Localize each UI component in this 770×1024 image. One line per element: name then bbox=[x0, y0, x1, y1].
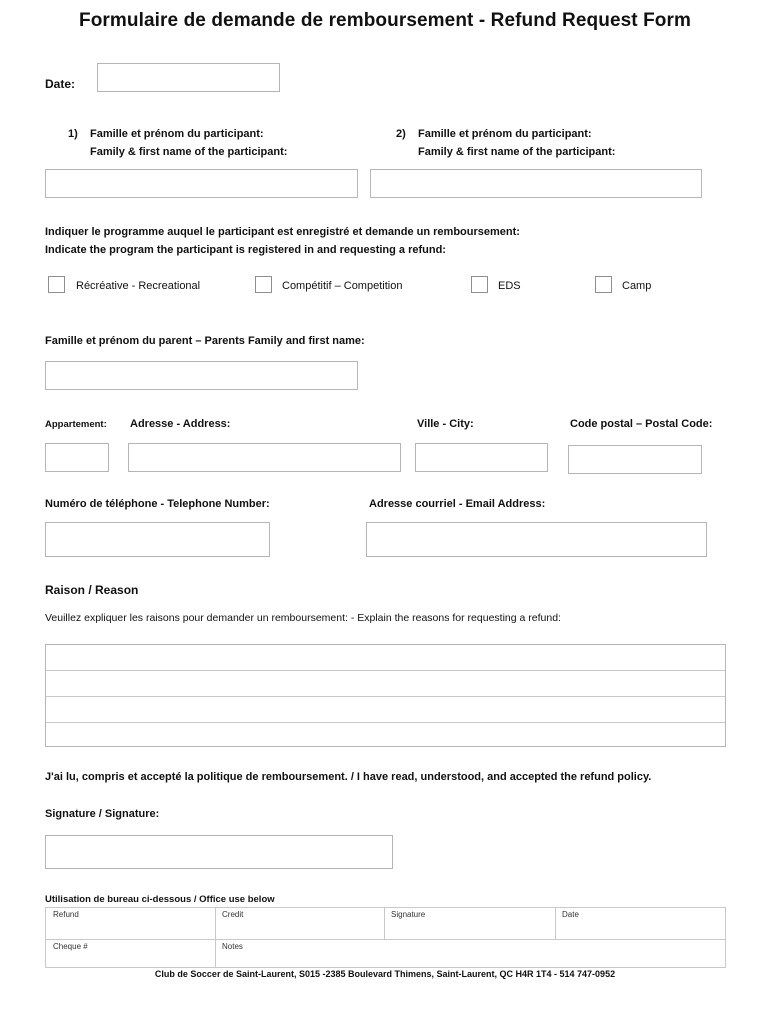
apartment-label: Appartement: bbox=[45, 419, 107, 430]
address-field[interactable] bbox=[128, 443, 401, 472]
office-col-divider bbox=[555, 908, 556, 939]
reason-line-divider bbox=[46, 670, 725, 671]
date-label: Date: bbox=[45, 77, 76, 91]
phone-label: Numéro de téléphone - Telephone Number: bbox=[45, 498, 270, 510]
participant-1-label-en: Family & first name of the participant: bbox=[90, 146, 288, 158]
participant-2-number: 2) bbox=[396, 128, 406, 140]
office-signature-label: Signature bbox=[391, 910, 426, 919]
participant-1-number: 1) bbox=[68, 128, 78, 140]
address-label: Adresse - Address: bbox=[130, 418, 231, 430]
office-use-heading: Utilisation de bureau ci-dessous / Office use below bbox=[45, 894, 275, 905]
office-credit-label: Credit bbox=[222, 910, 244, 919]
reason-heading: Raison / Reason bbox=[45, 583, 139, 597]
participant-2-label-fr: Famille et prénom du participant: bbox=[418, 128, 592, 140]
office-refund-label: Refund bbox=[53, 910, 79, 919]
office-cheque-label: Cheque # bbox=[53, 942, 88, 951]
postal-code-label: Code postal – Postal Code: bbox=[570, 418, 713, 430]
office-use-table bbox=[45, 907, 726, 968]
date-field[interactable] bbox=[97, 63, 280, 92]
participant-2-name-field[interactable] bbox=[370, 169, 702, 198]
checkbox-recreational[interactable] bbox=[48, 276, 65, 293]
policy-statement: J'ai lu, compris et accepté la politique de remboursement. / I have read, understood, and accepted the refund policy. bbox=[45, 771, 652, 783]
reason-line-divider bbox=[46, 722, 725, 723]
signature-field[interactable] bbox=[45, 835, 393, 869]
office-row-divider bbox=[46, 939, 725, 940]
checkbox-competition[interactable] bbox=[255, 276, 272, 293]
email-label: Adresse courriel - Email Address: bbox=[369, 498, 546, 510]
reason-line-divider bbox=[46, 696, 725, 697]
office-col-divider bbox=[215, 908, 216, 967]
program-question-fr: Indiquer le programme auquel le participant est enregistré et demande un remboursement: bbox=[45, 226, 520, 238]
participant-1-label-fr: Famille et prénom du participant: bbox=[90, 128, 264, 140]
apartment-field[interactable] bbox=[45, 443, 109, 472]
camp-label: Camp bbox=[622, 280, 652, 292]
program-question-en: Indicate the program the participant is registered in and requesting a refund: bbox=[45, 244, 446, 256]
program-question bbox=[45, 223, 520, 259]
participant-1-label bbox=[68, 125, 287, 161]
recreational-label: Récréative - Recreational bbox=[76, 280, 201, 292]
signature-label: Signature / Signature: bbox=[45, 808, 160, 820]
city-field[interactable] bbox=[415, 443, 548, 472]
office-notes-label: Notes bbox=[222, 942, 243, 951]
reason-lines[interactable] bbox=[45, 644, 726, 747]
postal-code-field[interactable] bbox=[568, 445, 702, 474]
form-title: Formulaire de demande de remboursement - Refund Request Form bbox=[79, 10, 691, 31]
participant-2-label-en: Family & first name of the participant: bbox=[418, 146, 616, 158]
email-field[interactable] bbox=[366, 522, 707, 557]
checkbox-camp[interactable] bbox=[595, 276, 612, 293]
parent-name-field[interactable] bbox=[45, 361, 358, 390]
office-date-label: Date bbox=[562, 910, 579, 919]
participant-1-name-field[interactable] bbox=[45, 169, 358, 198]
participant-2-label bbox=[396, 125, 615, 161]
city-label: Ville - City: bbox=[417, 418, 474, 430]
checkbox-eds[interactable] bbox=[471, 276, 488, 293]
reason-instruction: Veuillez expliquer les raisons pour demander un remboursement: - Explain the reasons for requesting a refund: bbox=[45, 612, 561, 624]
office-col-divider bbox=[384, 908, 385, 939]
eds-label: EDS bbox=[498, 280, 521, 292]
parent-name-label: Famille et prénom du parent – Parents Family and first name: bbox=[45, 335, 365, 347]
competition-label: Compétitif – Competition bbox=[282, 280, 403, 292]
phone-field[interactable] bbox=[45, 522, 270, 557]
footer-address: Club de Soccer de Saint-Laurent, S015 -2385 Boulevard Thimens, Saint-Laurent, QC H4R 1T4 - 514 747-0952 bbox=[154, 969, 616, 979]
